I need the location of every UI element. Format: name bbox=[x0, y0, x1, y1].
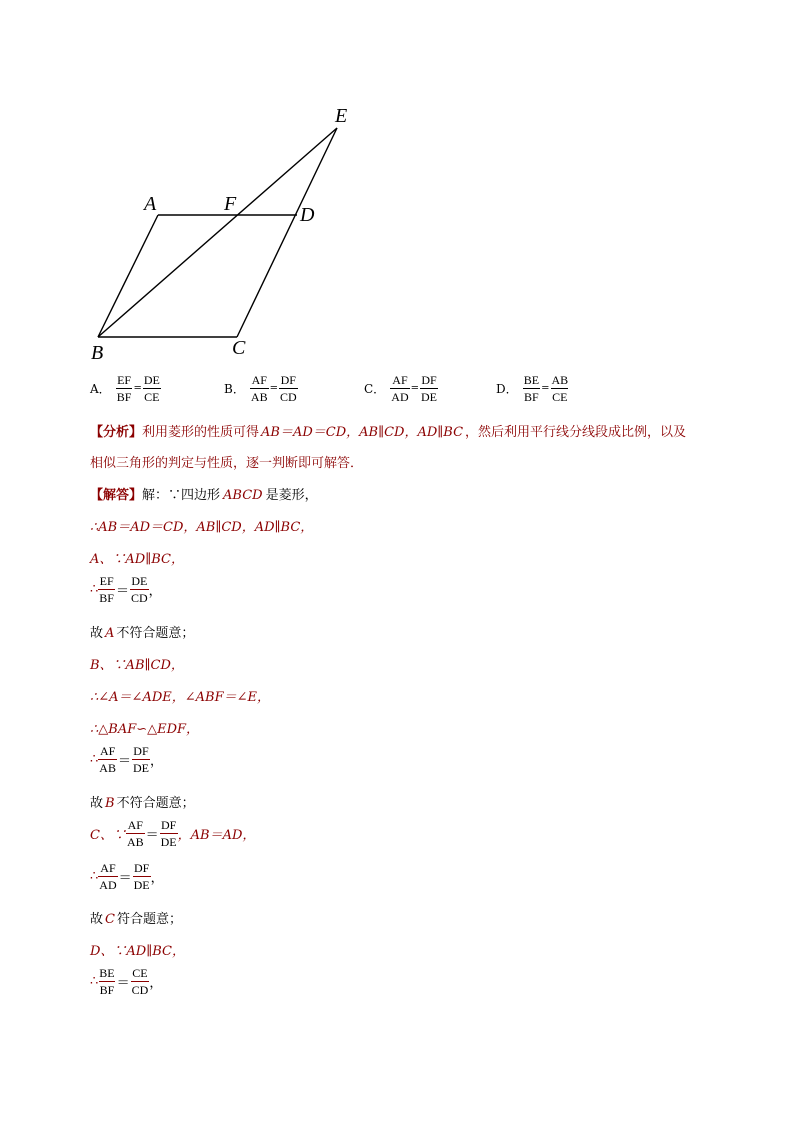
option-c: C． $\frac{AF}{AD}$ = $\frac{DF}{DE}$ bbox=[364, 373, 438, 404]
analysis-line-2: 相似三角形的判定与性质，逐一判断即可解答． bbox=[90, 456, 364, 471]
option-c-frac2: $\frac{DF}{DE}$ bbox=[421, 373, 438, 404]
solution-line-4: 故 A 不符合题意； bbox=[90, 626, 195, 641]
point-label-E: E bbox=[335, 105, 348, 127]
solution-line-6: ∴∠A＝∠ADE，∠ABF＝∠E， bbox=[90, 690, 270, 705]
solution-line-5: B、∵AB∥CD， bbox=[90, 658, 184, 673]
option-c-frac1: $\frac{AF}{AD}$ bbox=[391, 373, 409, 404]
solution-line-2: A、∵AD∥BC， bbox=[90, 552, 184, 567]
option-a: A． $\frac{EF}{BF}$ = $\frac{DE}{CE}$ bbox=[90, 373, 160, 404]
option-d-frac2: $\frac{AB}{CE}$ bbox=[551, 373, 569, 404]
segment-CE bbox=[237, 128, 337, 337]
solution-line-8: ∴ $\frac{AF}{AB}$ ＝ $\frac{DF}{DE}$ ， bbox=[90, 744, 163, 775]
option-b: B． $\frac{AF}{AB}$ = $\frac{DF}{CD}$ bbox=[224, 373, 297, 404]
option-b-frac2: $\frac{DF}{CD}$ bbox=[279, 373, 297, 404]
option-d: D． $\frac{BE}{BF}$ = $\frac{AB}{CE}$ bbox=[496, 373, 569, 404]
segment-BE bbox=[98, 128, 337, 337]
solution-intro: 【解答】解：∵四边形 ABCD 是菱形， bbox=[90, 488, 318, 503]
point-label-C: C bbox=[232, 337, 246, 359]
point-label-A: A bbox=[144, 193, 157, 215]
segment-AB bbox=[98, 215, 158, 337]
point-label-B: B bbox=[91, 342, 104, 364]
solution-line-12: 故 C 符合题意； bbox=[90, 912, 182, 927]
solution-line-7: ∴△BAF∽△EDF， bbox=[90, 722, 200, 737]
option-d-frac1: $\frac{BE}{BF}$ bbox=[523, 373, 540, 404]
option-b-frac1: $\frac{AF}{AB}$ bbox=[250, 373, 268, 404]
solution-line-13: D、∵AD∥BC， bbox=[90, 944, 185, 959]
solution-line-14: ∴ $\frac{BE}{BF}$ ＝ $\frac{CE}{CD}$ ， bbox=[90, 966, 163, 997]
point-label-F: F bbox=[224, 193, 237, 215]
rhombus-figure bbox=[0, 0, 794, 370]
solution-line-10: C、∵ $\frac{AF}{AB}$ ＝ $\frac{DF}{DE}$ ，AB＝AD， bbox=[90, 818, 256, 849]
point-label-D: D bbox=[300, 204, 315, 226]
solution-line-3: ∴ $\frac{EF}{BF}$ ＝ $\frac{DE}{CD}$ ， bbox=[90, 574, 162, 605]
analysis-line-1: 【分析】利用菱形的性质可得 AB＝AD＝CD，AB∥CD，AD∥BC ，然后利用平行线分线段成比例，以及 bbox=[90, 425, 687, 440]
option-a-frac1: $\frac{EF}{BF}$ bbox=[116, 373, 132, 404]
option-a-frac2: $\frac{DE}{CE}$ bbox=[143, 373, 160, 404]
solution-line-9: 故 B 不符合题意； bbox=[90, 796, 195, 811]
solution-line-1: ∴AB＝AD＝CD，AB∥CD，AD∥BC， bbox=[90, 520, 314, 535]
solution-line-11: ∴ $\frac{AF}{AD}$ ＝ $\frac{DF}{DE}$ ， bbox=[90, 861, 164, 892]
